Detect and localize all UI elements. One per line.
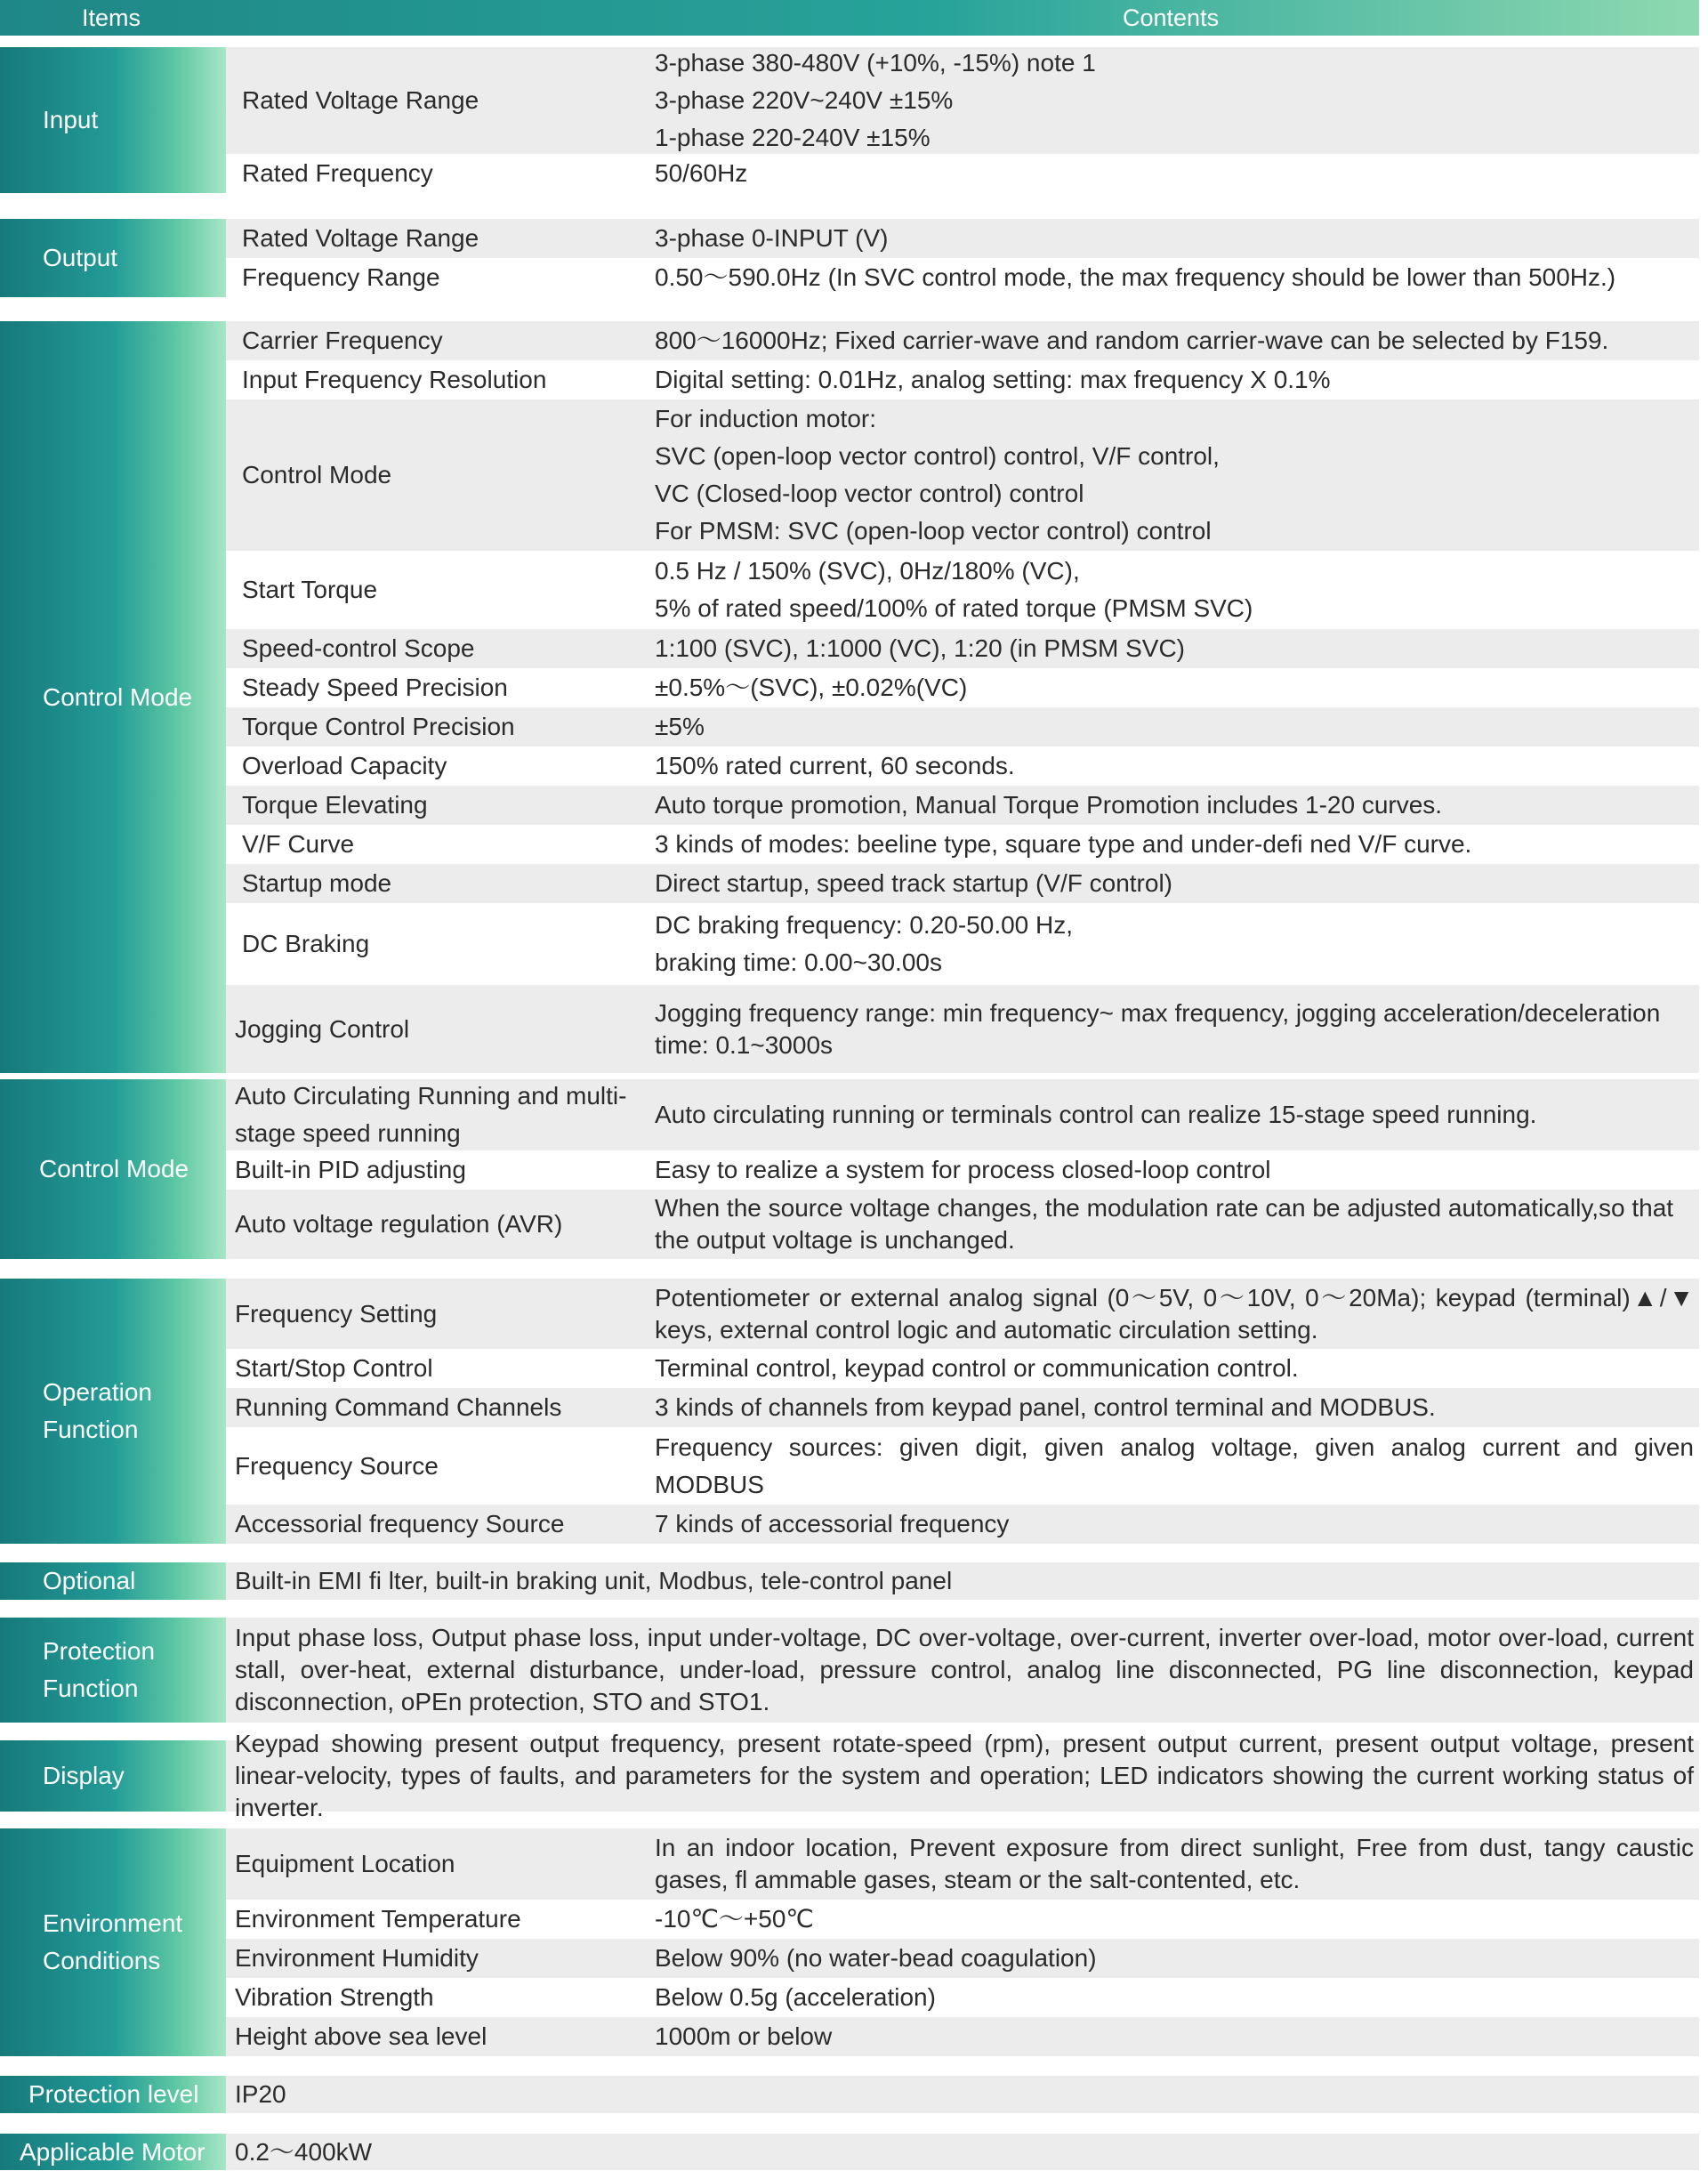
row-label: Environment Humidity bbox=[235, 1944, 479, 1972]
row-value: Easy to realize a system for process closed-loop control bbox=[655, 1156, 1271, 1183]
row-value: 1:100 (SVC), 1:1000 (VC), 1:20 (in PMSM SVC) bbox=[655, 634, 1185, 662]
table-row bbox=[226, 399, 1699, 551]
table-row bbox=[226, 1150, 1699, 1190]
table-row bbox=[226, 825, 1699, 864]
row-value: Keypad showing present output frequency, present rotate-speed (rpm), present output current, present output voltage, present linear-velocity, types of faults, and parameters for the system and operation; LED indicators showing the current working status of inverter. bbox=[235, 1730, 1694, 1821]
table-row bbox=[226, 2134, 1699, 2170]
table-row bbox=[226, 1190, 1699, 1259]
category-operation-function: Operation Function bbox=[0, 1279, 226, 1544]
table-header bbox=[0, 0, 1699, 36]
row-label: Rated Frequency bbox=[242, 159, 433, 187]
row-label: Start Torque bbox=[242, 576, 378, 603]
section-protection-function bbox=[0, 1618, 1699, 1723]
table-row bbox=[226, 864, 1699, 903]
section-input bbox=[0, 47, 1699, 193]
section-applicable-motor bbox=[0, 2134, 1699, 2170]
row-label: Steady Speed Precision bbox=[242, 674, 508, 701]
row-label: Height above sea level bbox=[235, 2022, 487, 2050]
row-value: Terminal control, keypad control or communication control. bbox=[655, 1354, 1299, 1382]
row-value: 150% rated current, 60 seconds. bbox=[655, 752, 1015, 779]
row-value: 3-phase 380-480V (+10%, -15%) note 1 3-phase 220V~240V ±15% 1-phase 220-240V ±15% bbox=[655, 49, 1096, 151]
row-value: DC braking frequency: 0.20-50.00 Hz, braking time: 0.00~30.00s bbox=[655, 911, 1074, 976]
row-value: -10℃～+50℃ bbox=[655, 1905, 814, 1933]
section-control-mode-2 bbox=[0, 1079, 1699, 1259]
table-row bbox=[226, 1349, 1699, 1388]
table-row bbox=[226, 1079, 1699, 1150]
row-value: Digital setting: 0.01Hz, analog setting: max frequency X 0.1% bbox=[655, 366, 1331, 393]
category-environment-conditions: Environment Conditions bbox=[0, 1828, 226, 2056]
row-label: Equipment Location bbox=[235, 1850, 455, 1877]
row-label: Input Frequency Resolution bbox=[242, 366, 547, 393]
table-row bbox=[226, 258, 1699, 297]
table-row bbox=[226, 903, 1699, 985]
row-value: 0.50～590.0Hz (In SVC control mode, the max frequency should be lower than 500Hz.) bbox=[655, 263, 1616, 291]
row-value: Potentiometer or external analog signal (0～5V, 0～10V, 0～20Ma); keypad (terminal)▲/▼ keys, external control logic and automatic circulation setting. bbox=[655, 1283, 1694, 1344]
table-row bbox=[226, 707, 1699, 747]
row-value: Below 0.5g (acceleration) bbox=[655, 1983, 936, 2011]
row-label: DC Braking bbox=[242, 930, 370, 957]
table-row bbox=[226, 1828, 1699, 1900]
category-output: Output bbox=[0, 219, 226, 297]
table-row bbox=[226, 747, 1699, 786]
category-optional: Optional bbox=[0, 1562, 226, 1600]
table-row bbox=[226, 321, 1699, 360]
section-optional bbox=[0, 1562, 1699, 1600]
row-value: ±5% bbox=[655, 713, 705, 740]
row-value: When the source voltage changes, the modulation rate can be adjusted automatically,so that the output voltage is unchanged. bbox=[655, 1194, 1674, 1254]
row-value: 7 kinds of accessorial frequency bbox=[655, 1510, 1010, 1537]
row-value: Jogging frequency range: min frequency~ max frequency, jogging acceleration/deceleration time: 0.1~3000s bbox=[655, 998, 1661, 1059]
row-value: For induction motor: SVC (open-loop vector control) control, V/F control, VC (Closed-loop vector control) control For PMSM: SVC (open-loop vector control) control bbox=[655, 405, 1220, 545]
table-row bbox=[226, 2076, 1699, 2113]
table-row bbox=[226, 629, 1699, 668]
table-row bbox=[226, 786, 1699, 825]
row-value: Frequency sources: given digit, given analog voltage, given analog current and given MODBUS bbox=[655, 1433, 1694, 1498]
row-label: Frequency Range bbox=[242, 263, 440, 291]
table-row bbox=[226, 1939, 1699, 1978]
row-label: Accessorial frequency Source bbox=[235, 1510, 565, 1537]
row-value: 50/60Hz bbox=[655, 159, 748, 187]
header-contents: Contents bbox=[1123, 4, 1220, 31]
table-row bbox=[226, 154, 1699, 193]
row-value: Input phase loss, Output phase loss, input under-voltage, DC over-voltage, over-current, inverter over-load, motor over-load, current stall, over-heat, external disturbance, under-load, pressure control, analog line disconnected, PG line disconnection, keypad disconnection, oPEn protection, STO and STO1. bbox=[235, 1624, 1694, 1715]
row-label: Auto voltage regulation (AVR) bbox=[235, 1210, 563, 1238]
table-row bbox=[226, 1279, 1699, 1349]
row-value: Below 90% (no water-bead coagulation) bbox=[655, 1944, 1097, 1972]
category-control-mode: Control Mode bbox=[0, 1079, 226, 1259]
section-operation-function bbox=[0, 1279, 1699, 1544]
row-value: 0.2～400kW bbox=[235, 2137, 373, 2166]
category-applicable-motor: Applicable Motor bbox=[0, 2134, 226, 2170]
table-row bbox=[226, 1978, 1699, 2017]
row-value: Direct startup, speed track startup (V/F control) bbox=[655, 869, 1172, 897]
row-label: Start/Stop Control bbox=[235, 1354, 433, 1382]
section-control-mode-1 bbox=[0, 321, 1699, 1073]
row-value: 1000m or below bbox=[655, 2022, 833, 2050]
row-label: Overload Capacity bbox=[242, 752, 447, 779]
row-value: 3-phase 0-INPUT (V) bbox=[655, 224, 889, 252]
section-environment-conditions bbox=[0, 1828, 1699, 2056]
row-label: Environment Temperature bbox=[235, 1905, 521, 1933]
row-value: Built-in EMI fi lter, built-in braking unit, Modbus, tele-control panel bbox=[235, 1567, 953, 1594]
table-row bbox=[226, 2017, 1699, 2056]
row-value: 3 kinds of modes: beeline type, square type and under-defi ned V/F curve. bbox=[655, 830, 1472, 858]
row-label: Frequency Source bbox=[235, 1451, 439, 1480]
table-row bbox=[226, 551, 1699, 629]
row-label: Torque Control Precision bbox=[242, 713, 515, 740]
row-label: V/F Curve bbox=[242, 830, 355, 858]
row-label: Torque Elevating bbox=[242, 791, 428, 819]
row-value: 3 kinds of channels from keypad panel, control terminal and MODBUS. bbox=[655, 1393, 1436, 1421]
table-row bbox=[226, 219, 1699, 258]
row-value: 0.5 Hz / 150% (SVC), 0Hz/180% (VC), 5% of rated speed/100% of rated torque (PMSM SVC) bbox=[655, 557, 1253, 622]
table-row bbox=[226, 47, 1699, 154]
table-row bbox=[226, 1900, 1699, 1939]
header-items: Items bbox=[82, 4, 141, 31]
row-label: Speed-control Scope bbox=[242, 634, 475, 662]
table-row bbox=[226, 1505, 1699, 1544]
row-value: 800～16000Hz; Fixed carrier-wave and random carrier-wave can be selected by F159. bbox=[655, 327, 1609, 354]
row-label: Jogging Control bbox=[235, 1014, 410, 1043]
category-control-mode: Control Mode bbox=[0, 321, 226, 1073]
row-label: Rated Voltage Range bbox=[242, 224, 479, 252]
row-label: Control Mode bbox=[242, 461, 392, 488]
row-label: Carrier Frequency bbox=[242, 327, 443, 354]
row-label: Vibration Strength bbox=[235, 1983, 434, 2011]
row-value: Auto torque promotion, Manual Torque Promotion includes 1-20 curves. bbox=[655, 791, 1443, 819]
row-value: Auto circulating running or terminals control can realize 15-stage speed running. bbox=[655, 1101, 1537, 1128]
row-value: ±0.5%～(SVC), ±0.02%(VC) bbox=[655, 674, 968, 701]
section-protection-level bbox=[0, 2076, 1699, 2113]
table-row bbox=[226, 668, 1699, 707]
category-protection-level: Protection level bbox=[0, 2076, 226, 2113]
row-label: Rated Voltage Range bbox=[242, 86, 479, 114]
row-label: Auto Circulating Running and multi- stage speed running bbox=[235, 1082, 627, 1147]
section-display bbox=[0, 1730, 1699, 1821]
table-row bbox=[226, 985, 1699, 1073]
table-row bbox=[226, 1562, 1699, 1600]
row-label: Built-in PID adjusting bbox=[235, 1156, 466, 1183]
category-input: Input bbox=[0, 47, 226, 193]
row-label: Running Command Channels bbox=[235, 1393, 562, 1421]
row-label: Startup mode bbox=[242, 869, 392, 897]
table-row bbox=[226, 1618, 1699, 1723]
table-row bbox=[226, 1427, 1699, 1505]
row-value: IP20 bbox=[235, 2080, 286, 2108]
table-row bbox=[226, 1730, 1699, 1821]
section-output bbox=[0, 219, 1699, 297]
table-row bbox=[226, 360, 1699, 399]
category-display: Display bbox=[0, 1740, 226, 1812]
table-row bbox=[226, 1388, 1699, 1427]
row-value: In an indoor location, Prevent exposure from direct sunlight, Free from dust, tangy caustic gases, fl ammable gases, steam or the salt-contented, etc. bbox=[655, 1834, 1694, 1893]
row-label: Frequency Setting bbox=[235, 1299, 438, 1328]
category-protection-function: Protection Function bbox=[0, 1618, 226, 1723]
